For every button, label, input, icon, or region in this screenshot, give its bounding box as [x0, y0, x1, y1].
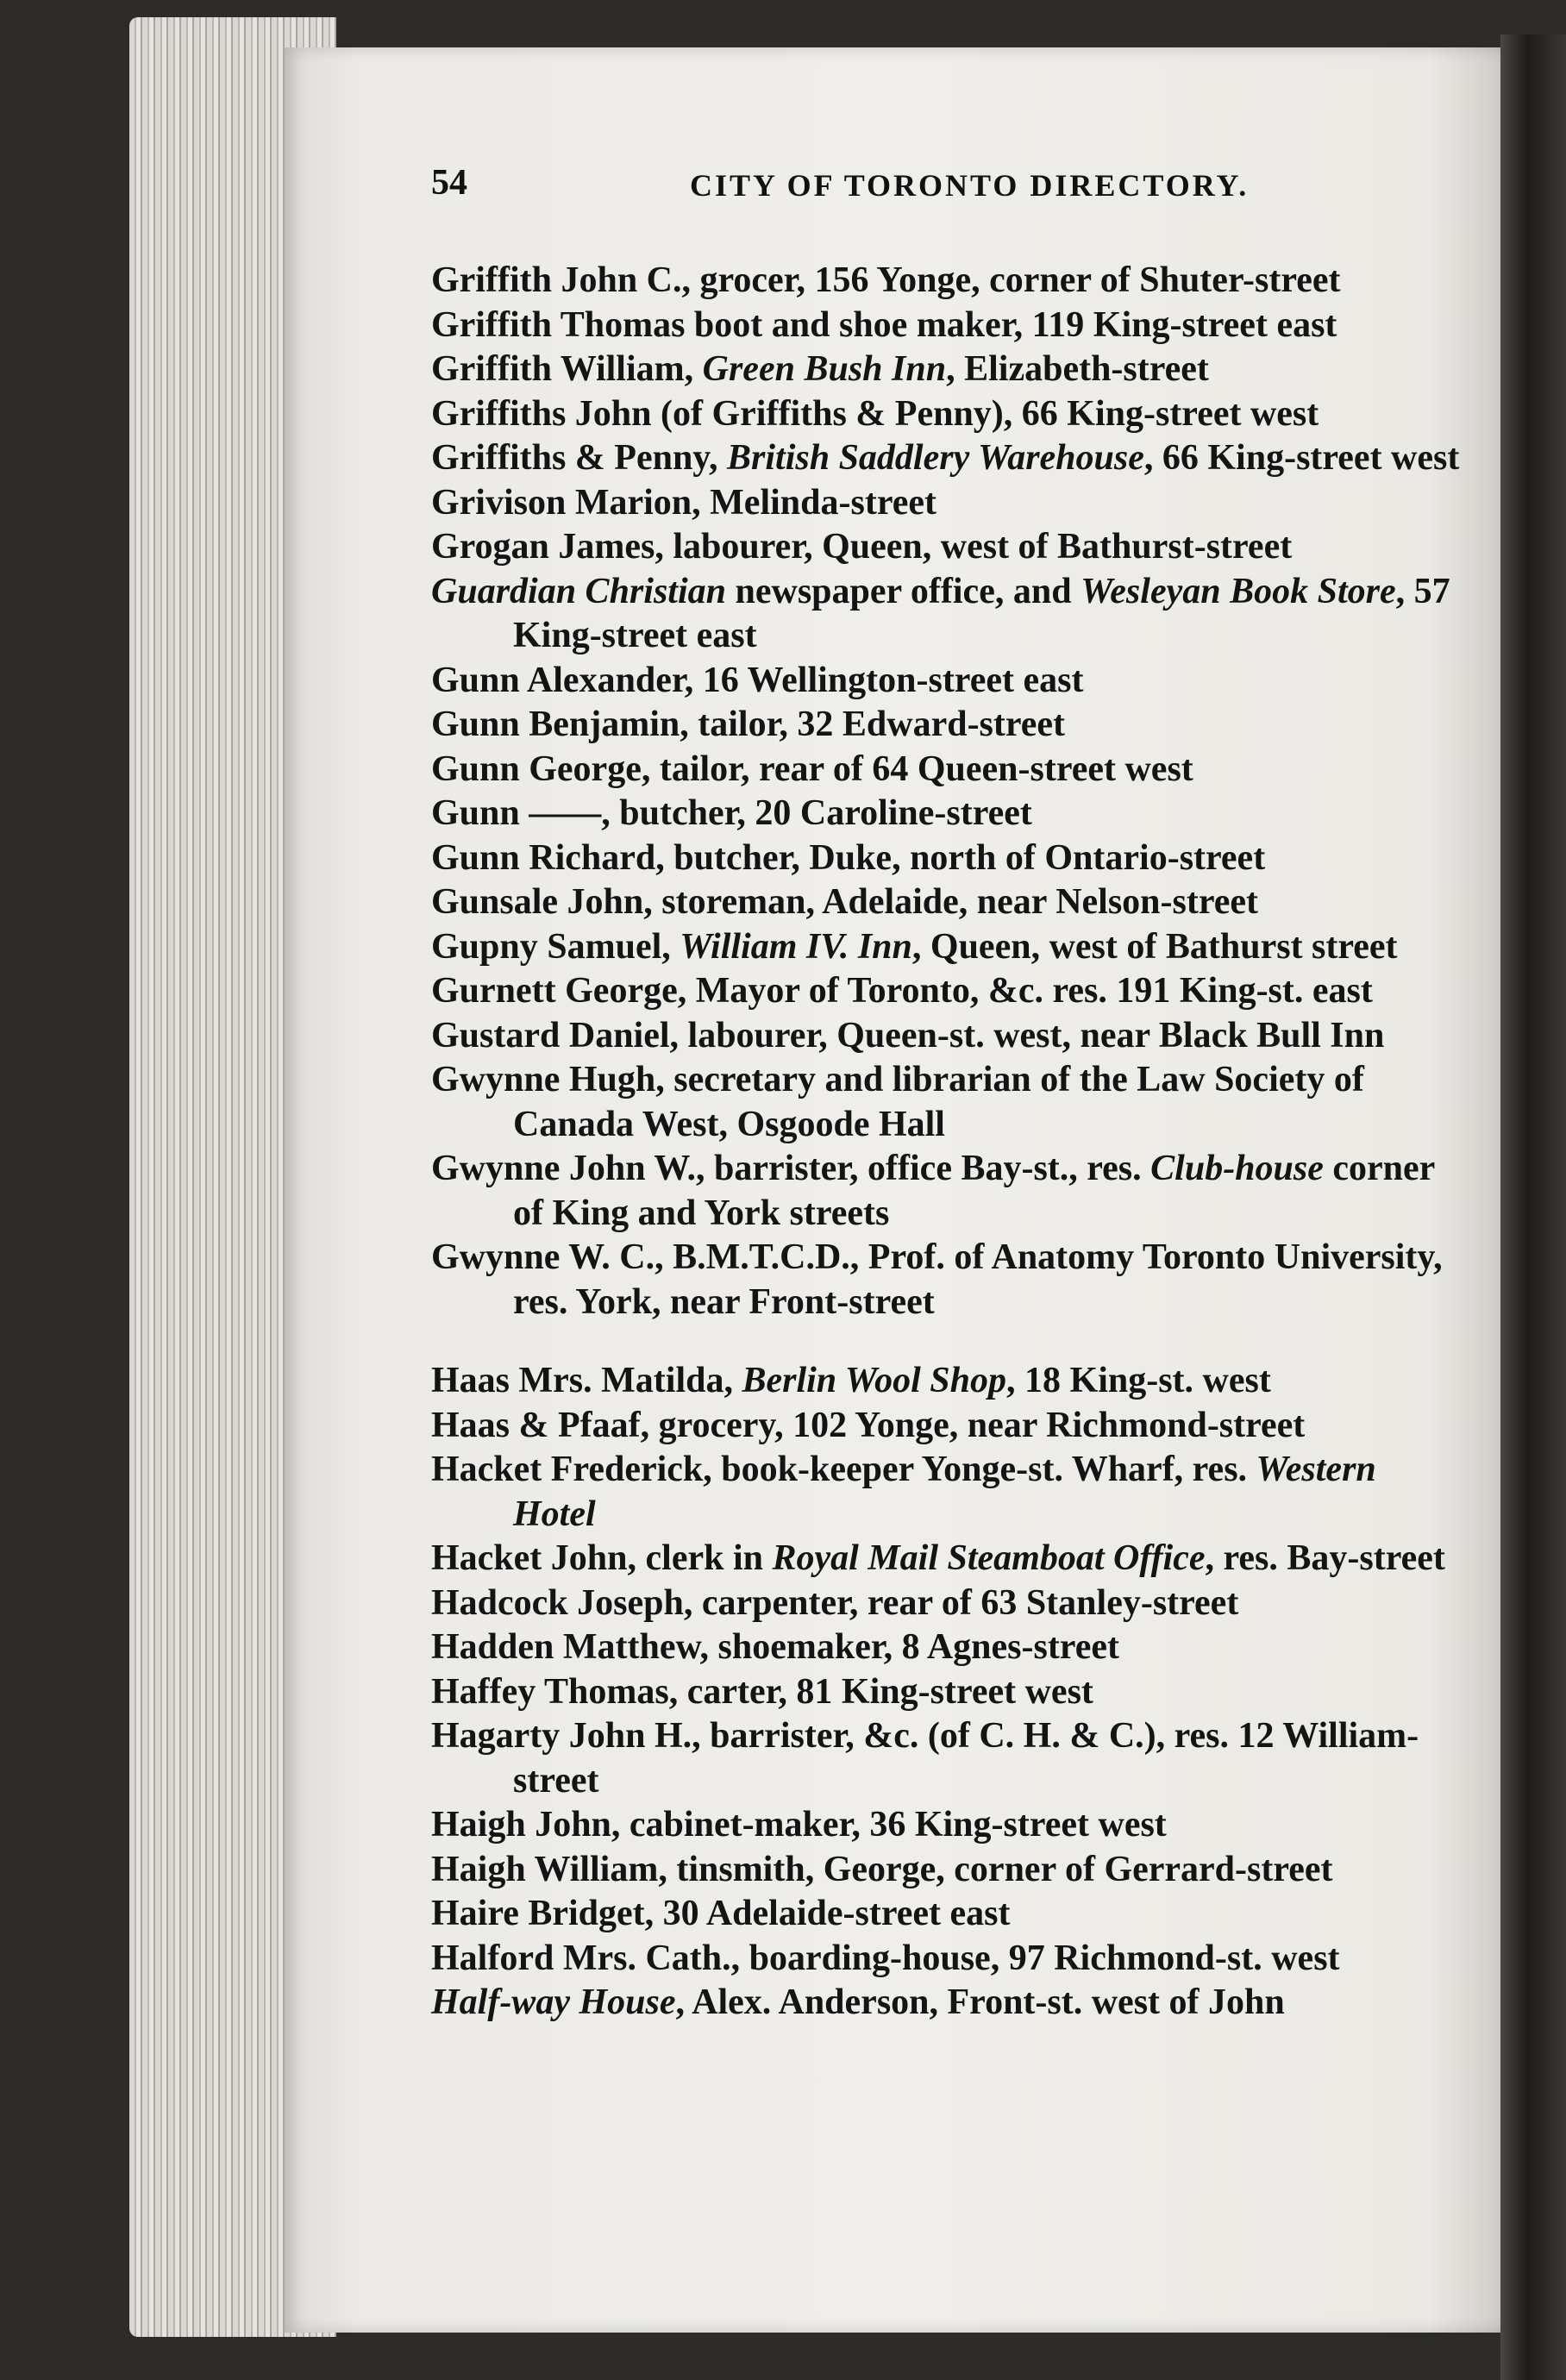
- entry-italic-text: Royal Mail Steamboat Office: [772, 1538, 1206, 1578]
- entry-text: Gunn Benjamin, tailor, 32 Edward-street: [431, 705, 1066, 744]
- entry-text: Grivison Marion, Melinda-street: [431, 482, 936, 523]
- directory-entry: [431, 659, 1466, 704]
- entry-text: Gurnett George, Mayor of Toronto, &c. res. 191 King-st. east: [431, 971, 1373, 1011]
- entry-text: , Alex. Anderson, Front-st. west of John: [675, 1982, 1285, 2022]
- entry-text: Hagarty John H., barrister, &c. (of C. H. & C.), res. 12 William-street: [431, 1716, 1419, 1801]
- directory-entry: [431, 1058, 1466, 1147]
- entry-text: Haire Bridget, 30 Adelaide-street east: [431, 1894, 1011, 1933]
- entry-italic-text: Half-way House: [431, 1982, 676, 2022]
- directory-entry: [431, 925, 1466, 970]
- section-gap: [431, 1325, 1466, 1359]
- entry-text: Gunn George, tailor, rear of 64 Queen-street west: [431, 748, 1193, 789]
- binding-edge: [1500, 34, 1566, 2380]
- directory-entry: [431, 836, 1466, 881]
- directory-entry: [431, 1670, 1466, 1715]
- directory-entry: [431, 392, 1466, 437]
- entry-text: Haas Mrs. Matilda,: [431, 1361, 742, 1400]
- directory-entry: [431, 1803, 1466, 1848]
- entry-text: Gunn Richard, butcher, Duke, north of Ontario-street: [431, 837, 1266, 878]
- entry-text: Gunn Alexander, 16 Wellington-street east: [431, 660, 1084, 700]
- running-head: CITY OF TORONTO DIRECTORY.: [690, 168, 1250, 203]
- entry-text: Griffiths & Penny,: [431, 438, 727, 478]
- entry-text: newspaper office, and: [726, 571, 1081, 611]
- entry-text: Gwynne Hugh, secretary and librarian of the Law Society of Canada West, Osgoode Hall: [431, 1060, 1364, 1144]
- entry-text: Hacket Frederick, book-keeper Yonge-st. Wharf, res.: [431, 1450, 1256, 1489]
- directory-entry: [431, 1581, 1466, 1626]
- directory-entry: [431, 1404, 1466, 1449]
- entry-italic-text: British Saddlery Warehouse: [727, 438, 1144, 478]
- directory-entry: [431, 1537, 1466, 1581]
- entry-text: Haffey Thomas, carter, 81 King-street west: [431, 1671, 1093, 1712]
- entry-text: Gunsale John, storeman, Adelaide, near Nelson-street: [431, 882, 1259, 922]
- directory-entry: [431, 792, 1466, 836]
- entry-text: , Queen, west of Bathurst street: [911, 926, 1398, 967]
- directory-entry: [431, 1892, 1466, 1937]
- entry-text: Haigh John, cabinet-maker, 36 King-street west: [431, 1805, 1167, 1845]
- entry-text: Griffith William,: [431, 349, 703, 389]
- entry-italic-text: Western Hotel: [513, 1450, 1376, 1534]
- directory-entry: [431, 969, 1466, 1014]
- directory-entry: [431, 1147, 1466, 1236]
- entry-text: Griffiths John (of Griffiths & Penny), 66 King-street west: [431, 393, 1319, 434]
- entry-text: , 18 King-st. west: [1006, 1361, 1271, 1400]
- entry-italic-text: Green Bush Inn: [702, 349, 947, 389]
- directory-entry: [431, 1714, 1466, 1803]
- page-header: [431, 162, 1492, 214]
- page-number: 54: [431, 163, 467, 203]
- entry-text: , 57 King-street east: [513, 571, 1450, 655]
- entry-text: Griffith Thomas boot and shoe maker, 119 King-street east: [431, 304, 1337, 345]
- entry-text: Hadcock Joseph, carpenter, rear of 63 Stanley-street: [431, 1582, 1239, 1623]
- directory-entry: [431, 304, 1466, 348]
- directory-entry: [431, 880, 1466, 925]
- entry-italic-text: Club-house: [1150, 1149, 1324, 1188]
- entry-text: , res. Bay-street: [1205, 1538, 1445, 1578]
- directory-entry: [431, 436, 1466, 481]
- directory-entries: [431, 259, 1466, 2026]
- entry-text: Gunn ——, butcher, 20 Caroline-street: [431, 793, 1032, 833]
- directory-entry: [431, 1848, 1466, 1893]
- directory-entry: [431, 1236, 1466, 1325]
- entry-text: Gustard Daniel, labourer, Queen-st. west, near Black Bull Inn: [431, 1015, 1385, 1055]
- entry-text: Halford Mrs. Cath., boarding-house, 97 Richmond-st. west: [431, 1938, 1340, 1978]
- entry-text: Gwynne W. C., B.M.T.C.D., Prof. of Anatomy Toronto University, res. York, near Front-street: [431, 1237, 1443, 1322]
- directory-entry: [431, 525, 1466, 570]
- directory-entry: [431, 259, 1466, 304]
- entry-text: Grogan James, labourer, Queen, west of Bathurst-street: [431, 527, 1293, 567]
- entry-text: Gwynne John W., barrister, office Bay-st., res.: [431, 1149, 1151, 1188]
- directory-entry: [431, 1625, 1466, 1670]
- entry-text: Haas & Pfaaf, grocery, 102 Yonge, near Richmond-street: [431, 1405, 1306, 1445]
- directory-entry: [431, 703, 1466, 748]
- entry-italic-text: Guardian Christian: [431, 571, 726, 611]
- entry-text: Gupny Samuel,: [431, 926, 680, 967]
- directory-entry: [431, 570, 1466, 659]
- entry-text: Hadden Matthew, shoemaker, 8 Agnes-street: [431, 1627, 1119, 1667]
- entry-text: Haigh William, tinsmith, George, corner of Gerrard-street: [431, 1849, 1333, 1889]
- directory-entry: [431, 1448, 1466, 1537]
- directory-entry: [431, 481, 1466, 526]
- entry-italic-text: William IV. Inn: [680, 926, 912, 967]
- entry-text: Hacket John, clerk in: [431, 1538, 773, 1578]
- entry-text: corner of King and York streets: [513, 1149, 1435, 1233]
- directory-entry: [431, 748, 1466, 792]
- entry-text: , 66 King-street west: [1143, 438, 1460, 478]
- directory-entry: [431, 1981, 1466, 2026]
- directory-entry: [431, 1937, 1466, 1982]
- entry-italic-text: Wesleyan Book Store: [1081, 571, 1396, 611]
- entry-italic-text: Berlin Wool Shop: [742, 1361, 1007, 1400]
- entry-text: , Elizabeth-street: [946, 349, 1209, 389]
- directory-entry: [431, 1014, 1466, 1059]
- directory-entry: [431, 348, 1466, 392]
- entry-text: Griffith John C., grocer, 156 Yonge, corner of Shuter-street: [431, 260, 1341, 300]
- directory-entry: [431, 1359, 1466, 1404]
